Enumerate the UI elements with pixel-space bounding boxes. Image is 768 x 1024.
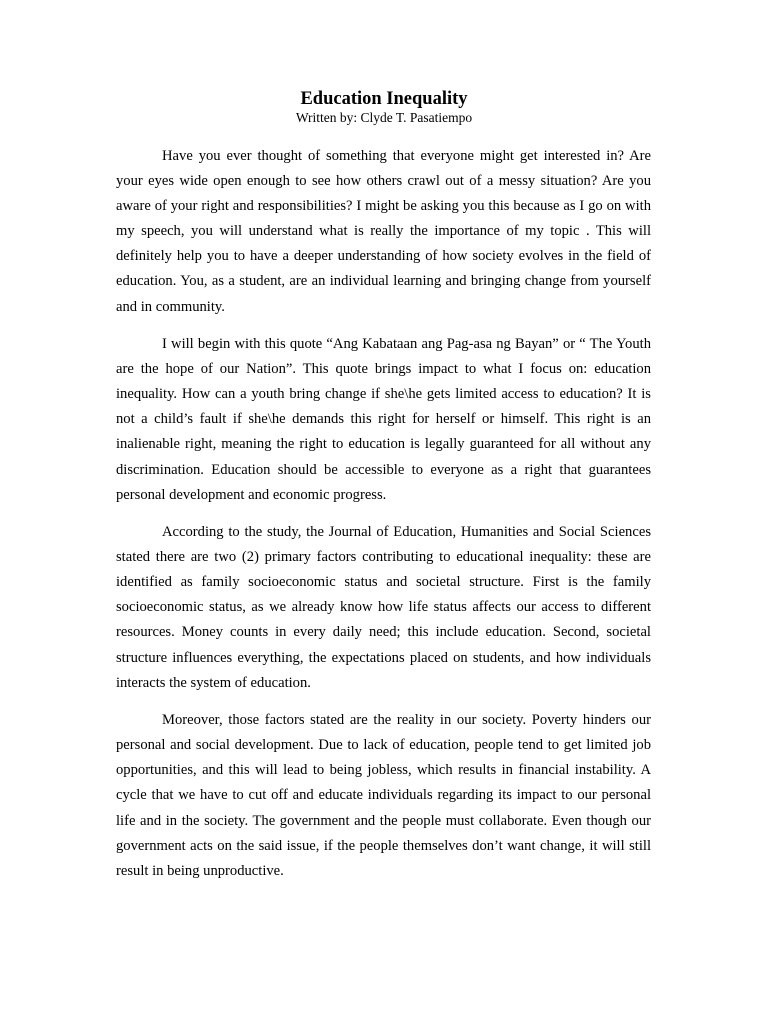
document-header xyxy=(0,88,768,126)
paragraph-4: Moreover, those factors stated are the reality in our society. Poverty hinders our personal and social development. Due to lack of education, people tend to get limited job opportunities, and this will lead to being jobless, which results in financial instability. A cycle that we have to cut off and educate individuals regarding its impact to our personal life and in the society. The government and the people must collaborate. Even though our government acts on the said issue, if the people themselves don’t want change, it will still result in being unproductive. xyxy=(116,712,651,879)
paragraph-3: According to the study, the Journal of Education, Humanities and Social Sciences stated there are two (2) primary factors contributing to educational inequality: these are identified as family socioeconomic status and societal structure. First is the family socioeconomic status, as we already know how life status affects our access to different resources. Money counts in every daily need; this include education. Second, societal structure influences everything, the expectations placed on students, and how individuals interacts the system of education. xyxy=(116,524,651,691)
paragraph-2: I will begin with this quote “Ang Kabataan ang Pag-asa ng Bayan” or “ The Youth are the hope of our Nation”. This quote brings impact to what I focus on: education inequality. How can a youth bring change if she\he gets limited access to education? It is not a child’s fault if she\he demands this right for herself or himself. This right is an inalienable right, meaning the right to education is legally guaranteed for all without any discrimination. Education should be accessible to everyone as a right that guarantees personal development and economic progress. xyxy=(116,336,651,503)
paragraph-1: Have you ever thought of something that everyone might get interested in? Are your eyes wide open enough to see how others crawl out of a messy situation? Are you aware of your right and responsibilities? I might be asking you this because as I go on with my speech, you will understand what is really the importance of my topic . This will definitely help you to have a deeper understanding of how society evolves in the field of education. You, as a student, are an individual learning and bringing change from yourself and in community. xyxy=(116,148,651,315)
document-title: Education Inequality xyxy=(300,89,468,109)
document-body xyxy=(116,144,651,896)
document-byline: Written by: Clyde T. Pasatiempo xyxy=(295,110,473,125)
